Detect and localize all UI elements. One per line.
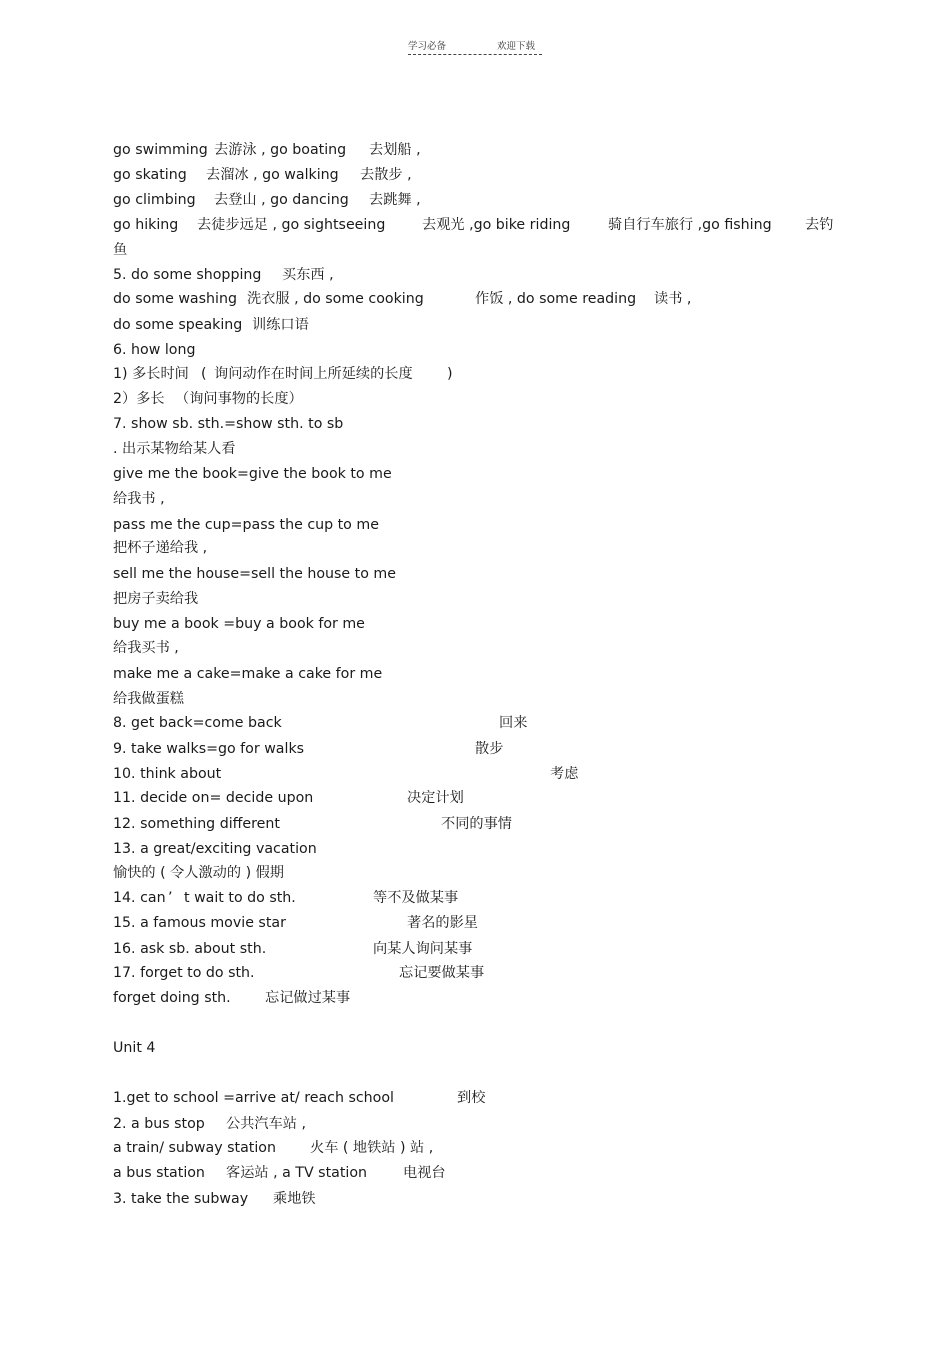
text-segment: 询问动作在时间上所延续的长度 bbox=[214, 366, 413, 382]
text-segment: 把房子卖给我 bbox=[113, 591, 199, 607]
text-segment: 给我书 , bbox=[113, 491, 165, 507]
text-segment: go swimming bbox=[113, 142, 208, 158]
header-left-text: 学习必备 bbox=[408, 41, 447, 52]
text-segment: a train/ subway station bbox=[113, 1140, 276, 1156]
text-segment: ’ bbox=[168, 890, 173, 906]
text-segment: 去跳舞 , bbox=[369, 192, 421, 208]
text-segment: 15. a famous movie star bbox=[113, 915, 286, 931]
text-segment: 去登山 , go dancing bbox=[214, 192, 349, 208]
text-segment: t wait to do sth. bbox=[184, 890, 296, 906]
text-segment: ) bbox=[447, 366, 453, 382]
text-segment: 2. a bus stop bbox=[113, 1116, 205, 1132]
text-segment: 训练口语 bbox=[252, 317, 309, 333]
text-segment: give me the book=give the book to me bbox=[113, 466, 392, 482]
text-segment: 决定计划 bbox=[407, 790, 464, 806]
text-segment: 12. something different bbox=[113, 816, 280, 832]
text-segment: 公共汽车站 , bbox=[226, 1116, 306, 1132]
page-header bbox=[408, 38, 542, 56]
text-segment: 7. show sb. sth.=show sth. to sb bbox=[113, 416, 344, 432]
text-segment: 1) 多长时间 bbox=[113, 366, 189, 382]
text-segment: 电视台 bbox=[403, 1165, 446, 1181]
text-segment: 9. take walks=go for walks bbox=[113, 741, 305, 757]
text-segment: 客运站 , a TV station bbox=[226, 1165, 368, 1181]
text-segment: （询问事物的长度） bbox=[175, 391, 303, 407]
text-segment: 骑自行车旅行 ,go fishing bbox=[608, 217, 772, 233]
text-segment: Unit 4 bbox=[113, 1040, 156, 1056]
text-segment: . 出示某物给某人看 bbox=[113, 441, 236, 457]
text-segment: 忘记做过某事 bbox=[265, 990, 351, 1006]
text-segment: 5. do some shopping bbox=[113, 267, 262, 283]
text-segment: do some speaking bbox=[113, 317, 243, 333]
text-segment: go skating bbox=[113, 167, 187, 183]
text-segment: forget doing sth. bbox=[113, 990, 231, 1006]
text-segment: 10. think about bbox=[113, 766, 222, 782]
text-segment: 去游泳 , go boating bbox=[214, 142, 347, 158]
text-segment: ( bbox=[201, 366, 207, 382]
text-segment: do some washing bbox=[113, 291, 237, 307]
text-segment: 给我做蛋糕 bbox=[113, 691, 184, 707]
text-segment: 去散步 , bbox=[360, 167, 412, 183]
text-segment: 把杯子递给我 , bbox=[113, 540, 208, 556]
text-segment: 去溜冰 , go walking bbox=[206, 167, 339, 183]
text-segment: 洗衣服 , do some cooking bbox=[247, 291, 424, 307]
text-segment: 等不及做某事 bbox=[373, 890, 459, 906]
text-segment: 向某人询问某事 bbox=[373, 941, 473, 957]
text-segment: 14. can bbox=[113, 890, 166, 906]
text-segment: 1.get to school =arrive at/ reach school bbox=[113, 1090, 394, 1106]
text-segment: 读书 , bbox=[654, 291, 692, 307]
text-segment: 8. get back=come back bbox=[113, 715, 282, 731]
text-segment: make me a cake=make a cake for me bbox=[113, 666, 383, 682]
text-segment: 不同的事情 bbox=[441, 816, 512, 832]
text-segment: sell me the house=sell the house to me bbox=[113, 566, 396, 582]
text-segment: 著名的影星 bbox=[407, 915, 478, 931]
text-segment: 去钓 bbox=[805, 217, 834, 233]
text-segment: 16. ask sb. about sth. bbox=[113, 941, 267, 957]
text-segment: 鱼 bbox=[113, 242, 128, 258]
text-segment: 去划船 , bbox=[369, 142, 421, 158]
text-segment: go hiking bbox=[113, 217, 179, 233]
text-segment: 乘地铁 bbox=[273, 1191, 316, 1207]
header-right-text: 欢迎下载 bbox=[497, 41, 536, 52]
header-divider bbox=[408, 54, 542, 55]
text-segment: pass me the cup=pass the cup to me bbox=[113, 517, 379, 533]
text-segment: 散步 bbox=[475, 741, 504, 757]
text-segment: 13. a great/exciting vacation bbox=[113, 841, 317, 857]
text-segment: buy me a book =buy a book for me bbox=[113, 616, 365, 632]
text-segment: 买东西 , bbox=[282, 267, 334, 283]
text-segment: 去观光 ,go bike riding bbox=[422, 217, 571, 233]
text-segment: 愉快的 ( 令人激动的 ) 假期 bbox=[113, 865, 284, 881]
text-segment: 回来 bbox=[499, 715, 528, 731]
text-segment: 火车 ( 地铁站 ) 站 , bbox=[310, 1140, 434, 1156]
text-segment: 去徒步远足 , go sightseeing bbox=[197, 217, 386, 233]
text-segment: 作饭 , do some reading bbox=[475, 291, 637, 307]
text-segment: go climbing bbox=[113, 192, 196, 208]
text-segment: 到校 bbox=[457, 1090, 486, 1106]
text-segment: 考虑 bbox=[550, 766, 579, 782]
text-segment: 17. forget to do sth. bbox=[113, 965, 255, 981]
text-segment: 给我买书 , bbox=[113, 640, 179, 656]
text-segment: a bus station bbox=[113, 1165, 205, 1181]
text-segment: 3. take the subway bbox=[113, 1191, 249, 1207]
text-segment: 11. decide on= decide upon bbox=[113, 790, 314, 806]
text-segment: 2）多长 bbox=[113, 391, 165, 407]
text-segment: 忘记要做某事 bbox=[399, 965, 485, 981]
text-segment: 6. how long bbox=[113, 342, 196, 358]
